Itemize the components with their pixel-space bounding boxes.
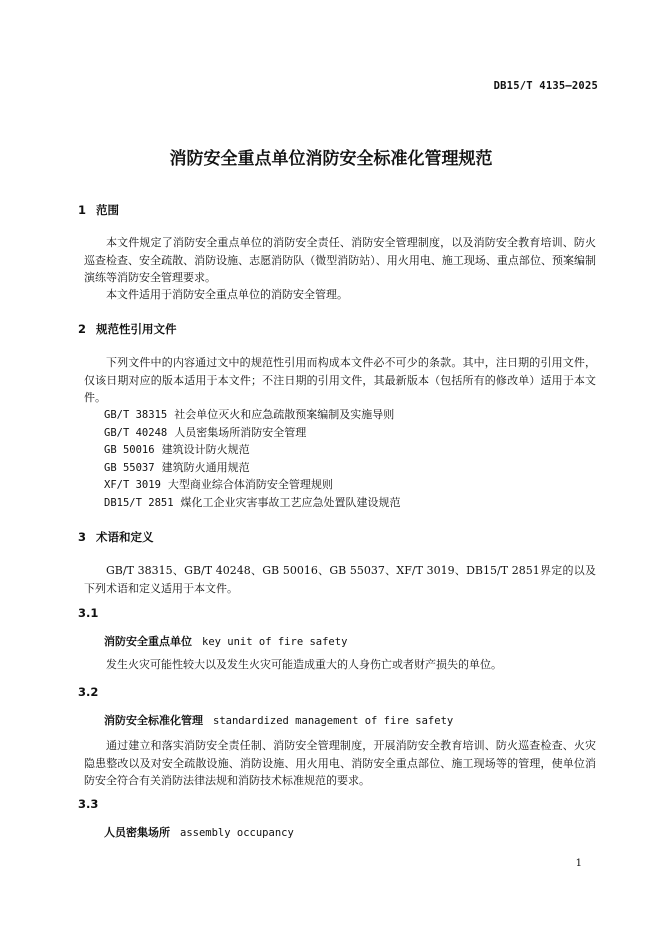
term-entry (104, 633, 347, 649)
section-heading-2 (78, 321, 177, 337)
term-chinese: 消防安全标准化管理 (104, 714, 203, 727)
reference-code: GB/T 38315 (104, 409, 168, 421)
reference-title: 煤化工企业灾害事故工艺应急处置队建设规范 (180, 496, 401, 509)
reference-code: GB/T 40248 (104, 427, 168, 439)
reference-code: GB 55037 (104, 462, 155, 474)
section-title: 术语和定义 (96, 530, 154, 544)
reference-item (104, 494, 401, 513)
term-english: assembly occupancy (180, 827, 294, 839)
reference-item (104, 476, 333, 495)
reference-item (104, 424, 306, 443)
reference-title: 人员密集场所消防安全管理 (174, 426, 307, 439)
document-title: 消防安全重点单位消防安全标准化管理规范 (169, 149, 493, 169)
term-entry (104, 712, 453, 728)
paragraph: 本文件适用于消防安全重点单位的消防安全管理。 (106, 288, 348, 301)
reference-code: DB15/T 2851 (104, 497, 174, 509)
reference-item (104, 459, 250, 478)
document-code: DB15/T 4135—2025 (493, 80, 598, 92)
term-number: 3.3 (78, 797, 99, 811)
section-number: 2 (78, 322, 87, 336)
paragraph: 下列文件中的内容通过文中的规范性引用而构成本文件必不可少的条款。其中，注日期的引用文件，仅该日期对应的版本适用于本文件；不注日期的引用文件，其最新版本（包括所有的修改单）适用于本文件。 (84, 356, 596, 404)
reference-code: GB 50016 (104, 444, 155, 456)
term-english: key unit of fire safety (202, 636, 348, 648)
section-number: 3 (78, 530, 87, 544)
page-number: 1 (575, 858, 582, 869)
reference-code: XF/T 3019 (104, 479, 161, 491)
reference-title: 大型商业综合体消防安全管理规则 (167, 478, 333, 491)
reference-item (104, 441, 250, 460)
reference-item (104, 406, 394, 425)
term-chinese: 人员密集场所 (104, 826, 170, 839)
paragraph: 本文件规定了消防安全重点单位的消防安全责任、消防安全管理制度，以及消防安全教育培训、防火巡查检查、安全疏散、消防设施、志愿消防队（微型消防站）、用火用电、施工现场、重点部位、预案编制演练等消防安全管理要求。 (84, 236, 596, 284)
term-chinese: 消防安全重点单位 (104, 635, 192, 648)
term-number: 3.1 (78, 606, 99, 620)
term-definition: 发生火灾可能性较大以及发生火灾可能造成重大的人身伤亡或者财产损失的单位。 (106, 658, 502, 671)
term-entry (104, 824, 294, 840)
term-number: 3.2 (78, 685, 99, 699)
reference-title: 建筑防火通用规范 (161, 461, 250, 474)
term-english: standardized management of fire safety (213, 715, 454, 727)
term-definition: 通过建立和落实消防安全责任制、消防安全管理制度，开展消防安全教育培训、防火巡查检查、火灾隐患整改以及对安全疏散设施、消防设施、用火用电、消防安全重点部位、施工现场等的管理，使单位消防安全符合有关消防法律法规和消防技术标准规范的要求。 (84, 739, 596, 787)
paragraph: GB/T 38315、GB/T 40248、GB 50016、GB 55037、XF/T 3019、DB15/T 2851界定的以及下列术语和定义适用于本文件。 (84, 564, 596, 595)
section-title: 范围 (96, 203, 119, 217)
reference-title: 社会单位灭火和应急疏散预案编制及实施导则 (174, 408, 395, 421)
section-number: 1 (78, 203, 87, 217)
reference-title: 建筑设计防火规范 (161, 443, 250, 456)
section-heading-1 (78, 202, 119, 218)
section-title: 规范性引用文件 (96, 322, 177, 336)
section-heading-3 (78, 529, 154, 545)
